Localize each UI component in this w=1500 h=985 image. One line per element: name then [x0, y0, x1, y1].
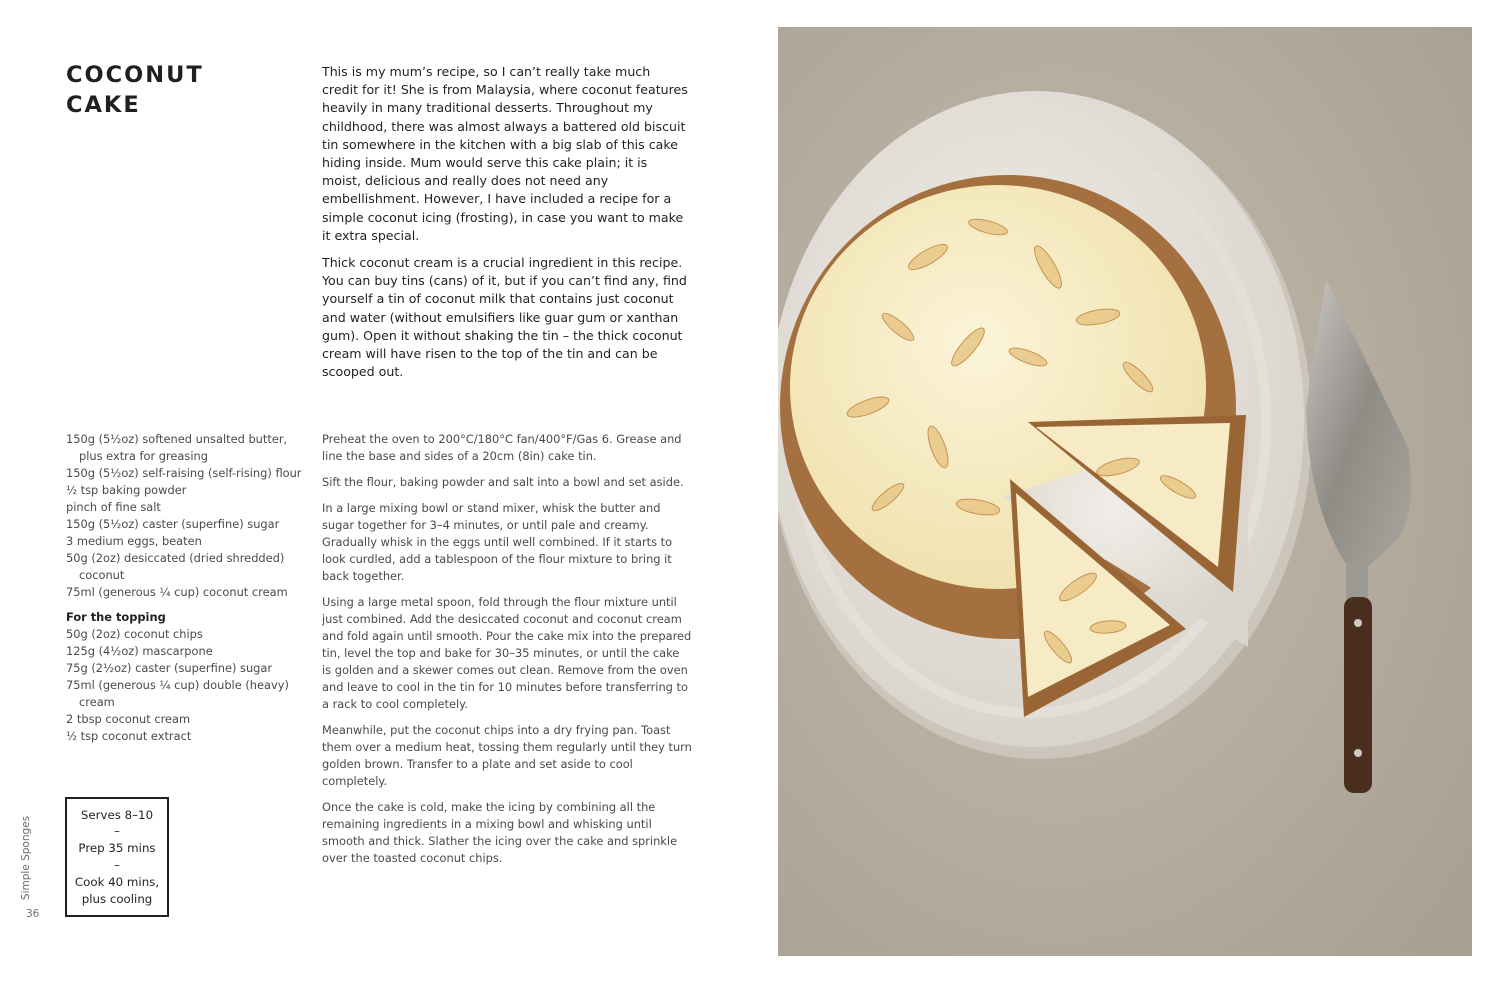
coconut-cake-photo [778, 27, 1472, 956]
topping-item: 125g (4½oz) mascarpone [66, 644, 213, 658]
section-label: Simple Sponges [20, 815, 32, 901]
cake-server-neck [1346, 562, 1368, 602]
ingredient-item: 3 medium eggs, beaten [66, 534, 202, 548]
serves-info-box [65, 797, 169, 917]
ingredient-item: 150g (5½oz) caster (superfine) sugar [66, 517, 280, 531]
topping-item: ½ tsp coconut extract [66, 729, 192, 743]
method-step: In a large mixing bowl or stand mixer, whisk the butter and sugar together for 3–4 minutes, or until pale and creamy. Gradually whisk in the eggs until well combined. If it starts to look curdled, add a tablespoon of the flour mixture to bring it back together. [322, 501, 673, 583]
cook-time: Cook 40 mins, [74, 874, 160, 889]
intro-text [322, 63, 690, 390]
method-step: Using a large metal spoon, fold through the flour mixture until just combined. Add the desiccated coconut and coconut cream and fold again until smooth. Pour the cake mix into the prepared tin, level the top and bake for 30–35 minutes, or until the cake is golden and a skewer comes out clean. Remove from the oven and leave to cool in the tin for 10 minutes before transferring to a rack to cool completely. [322, 595, 692, 711]
handle-rivet [1354, 749, 1362, 757]
intro-paragraph: Thick coconut cream is a crucial ingredient in this recipe. You can buy tins (cans) of it, but if you can’t find any, find yourself a tin of coconut milk that contains just coconut and water (without emulsifiers like guar gum or xanthan gum). Open it without shaking the tin – the thick coconut cream will have risen to the top of the tin and can be scooped out. [322, 255, 687, 380]
intro-paragraph: This is my mum’s recipe, so I can’t really take much credit for it! She is from Malaysia, where coconut features heavily in many traditional desserts. Throughout my childhood, there was almost always a battered old biscuit tin somewhere in the kitchen with a big slab of this cake hiding inside. Mum would serve this cake plain; it is moist, delicious and really does not need any embellishment. However, I have included a recipe for a simple coconut icing (frosting), in case you want to make it extra special. [322, 64, 688, 243]
method-step: Once the cake is cold, make the icing by combining all the remaining ingredients in a mixing bowl and whisking until smooth and thick. Slather the icing over the cake and sprinkle over the toasted coconut chips. [322, 800, 678, 865]
recipe-title-line2: CAKE [66, 92, 141, 118]
prep-time: Prep 35 mins [78, 841, 156, 856]
topping-heading: For the topping [66, 610, 166, 624]
separator-dash: – [114, 824, 120, 839]
ingredient-item: pinch of fine salt [66, 500, 161, 514]
topping-item: 50g (2oz) coconut chips [66, 627, 203, 641]
method-steps [322, 431, 692, 876]
cake-illustration [778, 27, 1472, 956]
ingredient-item: 50g (2oz) desiccated (dried shredded) coconut [66, 551, 285, 582]
recipe-title [66, 60, 204, 120]
ingredient-item: 150g (5½oz) self-raising (self-rising) flour [66, 466, 302, 480]
recipe-title-line1: COCONUT [66, 62, 204, 88]
topping-item: 75ml (generous ¼ cup) double (heavy) cream [66, 678, 289, 709]
serves-count: Serves 8–10 [80, 807, 154, 822]
ingredient-item: ½ tsp baking powder [66, 483, 187, 497]
ingredient-item: 75ml (generous ¼ cup) coconut cream [66, 585, 288, 599]
separator-dash: – [114, 858, 120, 872]
topping-item: 2 tbsp coconut cream [66, 712, 191, 726]
method-step: Sift the flour, baking powder and salt into a bowl and set aside. [322, 475, 684, 489]
ingredients-list [66, 431, 306, 745]
ingredient-item: 150g (5½oz) softened unsalted butter, plus extra for greasing [66, 432, 288, 463]
method-step: Meanwhile, put the coconut chips into a dry frying pan. Toast them over a medium heat, tossing them regularly until they turn golden brown. Transfer to a plate and set aside to cool completely. [322, 723, 692, 788]
method-step: Preheat the oven to 200°C/180°C fan/400°F/Gas 6. Grease and line the base and sides of a 20cm (8in) cake tin. [322, 432, 682, 463]
cook-time-note: plus cooling [81, 891, 153, 906]
handle-rivet [1354, 619, 1362, 627]
page-number: 36 [26, 908, 40, 920]
topping-item: 75g (2½oz) caster (superfine) sugar [66, 661, 273, 675]
